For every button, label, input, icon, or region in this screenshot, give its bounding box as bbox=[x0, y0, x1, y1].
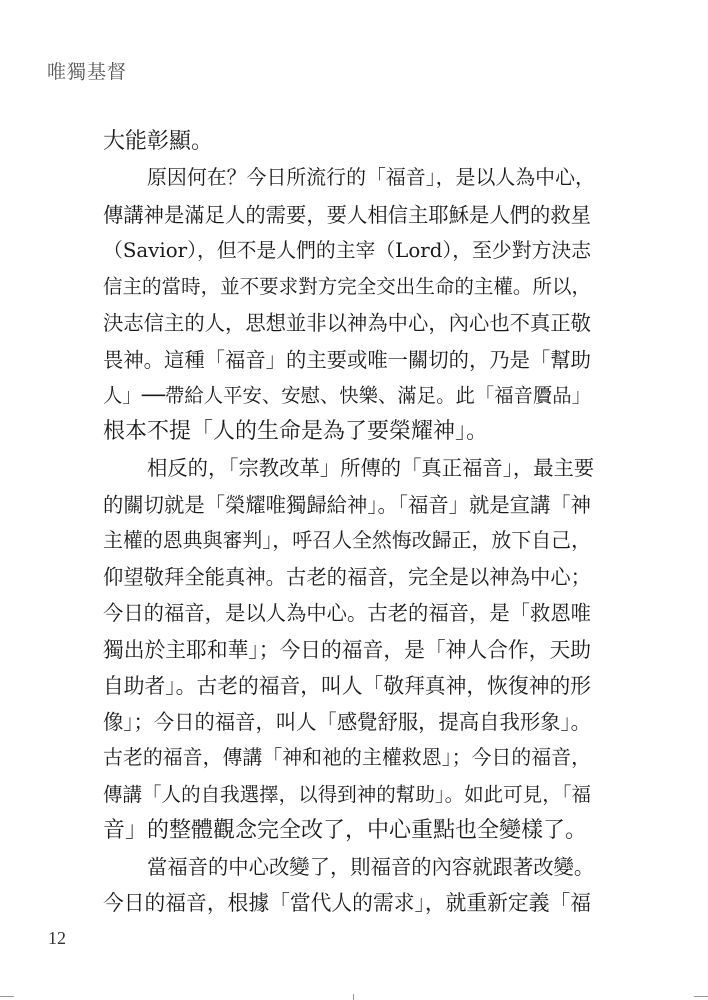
text-line: 今日的福音，是以人為中心。古老的福音，是「救恩唯 bbox=[103, 601, 591, 626]
text-line: 傳講神是滿足人的需要，要人相信主耶穌是人們的救星 bbox=[103, 202, 591, 227]
text-line: 的關切就是「榮耀唯獨歸給神」。「福音」就是宣講「神 bbox=[103, 492, 591, 517]
text-line: 傳講「人的自我選擇，以得到神的幫助」。如此可見，「福 bbox=[103, 782, 591, 806]
crop-mark-bottom-right bbox=[694, 996, 708, 997]
text-line: 音」的整體觀念完全改了，中心重點也全變樣了。 bbox=[103, 817, 588, 843]
text-line: 信主的當時，並不要求對方完全交出生命的主權。所以， bbox=[103, 275, 591, 298]
text-line: 自助者」。古老的福音，叫人「敬拜真神，恢復神的形 bbox=[103, 673, 591, 698]
text-line: （Savior），但不是人們的主宰（Lord），至少對方決志 bbox=[103, 238, 591, 262]
text-line: 今日的福音，根據「當代人的需求」，就重新定義「福 bbox=[103, 891, 591, 916]
text-line: 仰望敬拜全能真神。古老的福音，完全是以神為中心； bbox=[103, 565, 591, 589]
text-line: 主權的恩典與審判」，呼召人全然悔改歸正，放下自己， bbox=[103, 528, 591, 552]
text-line: 像」；今日的福音，叫人「感覺舒服，提高自我形象」。 bbox=[103, 710, 591, 734]
text-line: 根本不提「人的生命是為了要榮耀神」。 bbox=[103, 419, 489, 444]
text-line: 人」──帶給人平安、安慰、快樂、滿足。此「福音贗品」 bbox=[103, 383, 591, 407]
running-head: 唯獨基督 bbox=[47, 61, 128, 83]
text-line: 決志信主的人，思想並非以神為中心，內心也不真正敬 bbox=[103, 311, 591, 336]
text-line: 畏神。這種「福音」的主要或唯一關切的，乃是「幫助 bbox=[103, 347, 591, 372]
text-line: 獨出於主耶和華」；今日的福音，是「神人合作，天助 bbox=[103, 637, 591, 662]
text-line: 相反的，「宗教改革」所傳的「真正福音」，最主要 bbox=[147, 456, 595, 481]
text-line: 原因何在？今日所流行的「福音」，是以人為中心， bbox=[147, 166, 595, 190]
crop-mark-bottom-left bbox=[0, 996, 14, 997]
text-line: 古老的福音，傳講「神和祂的主權救恩」；今日的福音， bbox=[103, 746, 591, 770]
page-number: 12 bbox=[48, 928, 66, 948]
crop-mark-bottom-center bbox=[353, 994, 354, 1000]
body-text bbox=[103, 124, 595, 922]
text-line: 大能彰顯。 bbox=[103, 129, 214, 154]
text-line: 當福音的中心改變了，則福音的內容就跟著改變。 bbox=[147, 855, 595, 879]
